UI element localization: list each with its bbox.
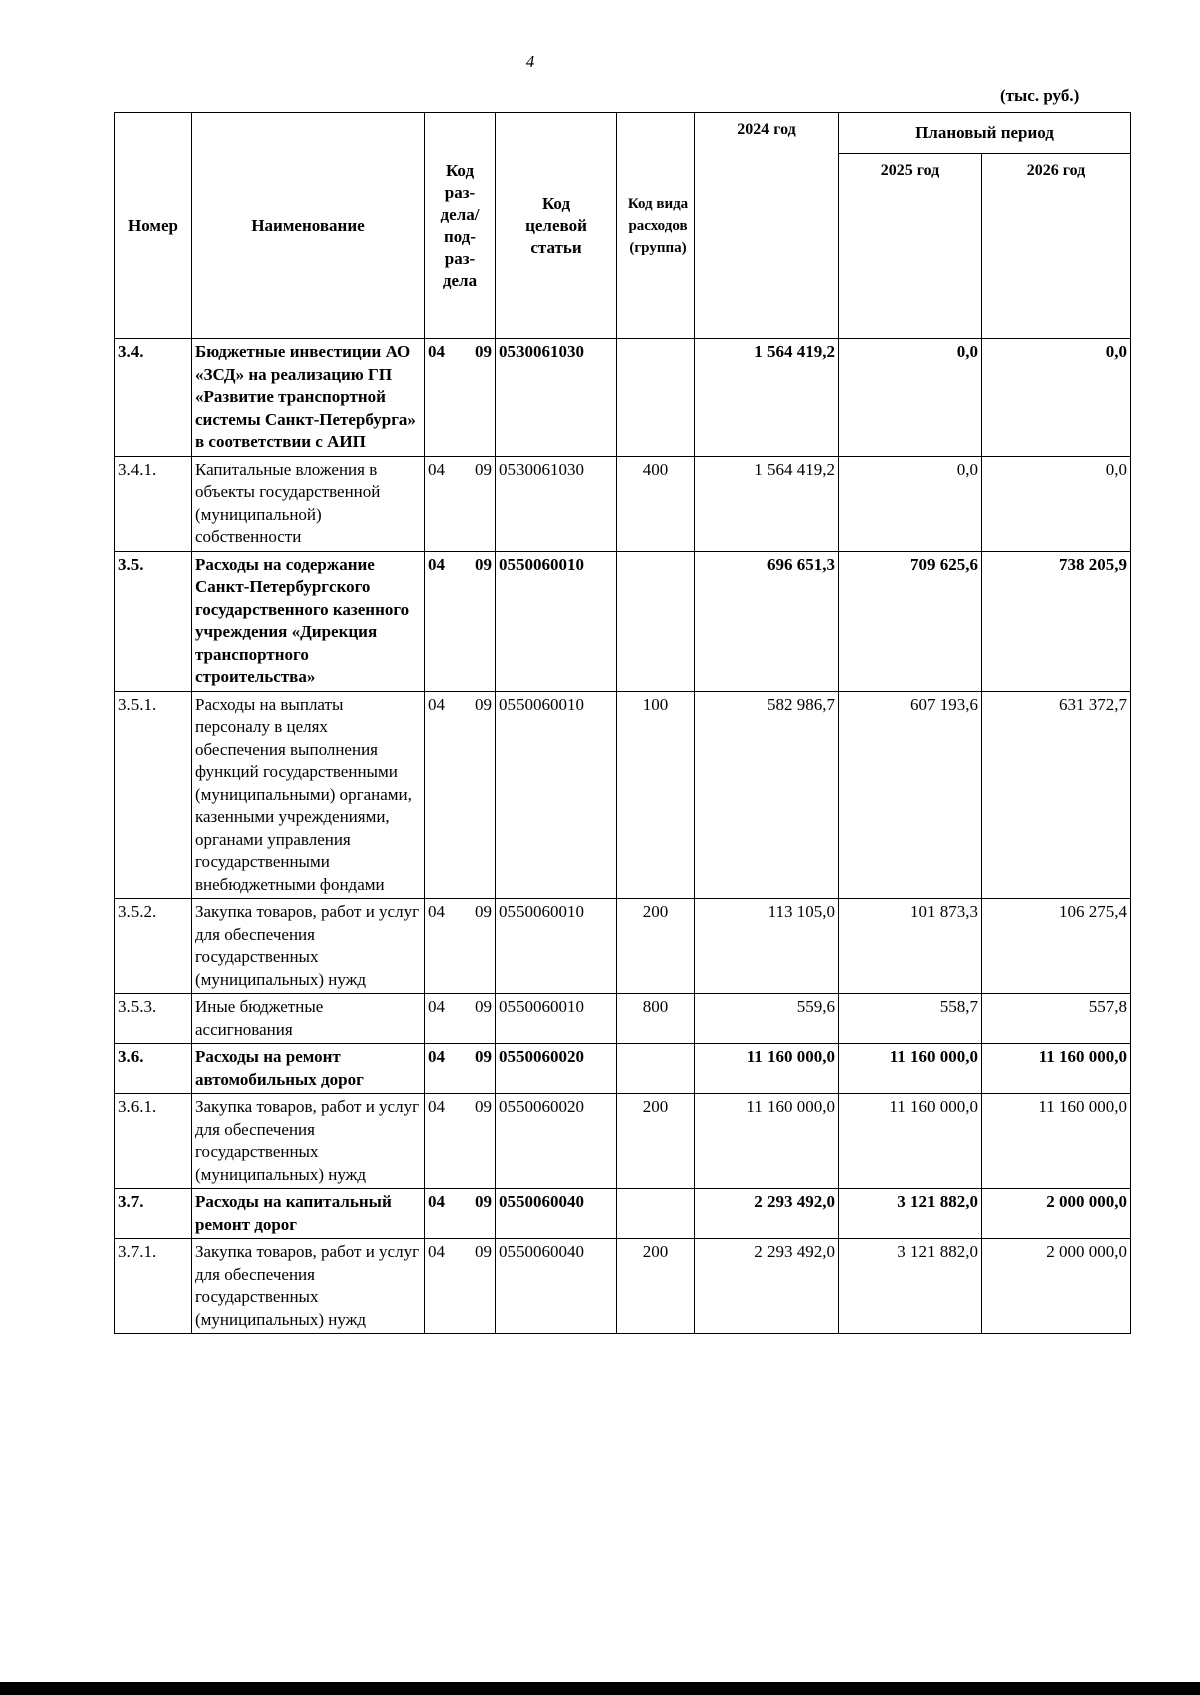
row-name: Расходы на капитальный ремонт дорог: [192, 1189, 425, 1239]
row-name: Расходы на выплаты персоналу в целях обеспечения выполнения функций государственными (муниципальными) органами, казенными учреждениями, органами управления государственными внебюджетными фондами: [192, 691, 425, 899]
row-value-2025: 11 160 000,0: [839, 1094, 982, 1189]
row-value-2024: 2 293 492,0: [695, 1239, 839, 1334]
page-number: 4: [525, 52, 535, 71]
row-expense-type: 200: [617, 1239, 695, 1334]
row-section-code: 04: [428, 902, 445, 921]
row-value-2026: 2 000 000,0: [982, 1189, 1131, 1239]
row-value-2024: 2 293 492,0: [695, 1189, 839, 1239]
row-target-code: 0550060020: [496, 1094, 617, 1189]
row-value-2024: 582 986,7: [695, 691, 839, 899]
row-value-2024: 1 564 419,2: [695, 339, 839, 457]
row-value-2026: 11 160 000,0: [982, 1094, 1131, 1189]
row-expense-type: 800: [617, 994, 695, 1044]
budget-table: [114, 112, 1131, 1334]
row-number: 3.5.: [115, 551, 192, 691]
header-name: Наименование: [192, 113, 425, 339]
row-subsection-code: 09: [475, 554, 492, 574]
row-section: [425, 994, 496, 1044]
row-section-code: 04: [428, 554, 445, 574]
row-target-code: 0530061030: [496, 456, 617, 551]
row-section: [425, 691, 496, 899]
table-row: [115, 551, 1131, 691]
row-expense-type: 200: [617, 1094, 695, 1189]
row-value-2025: 3 121 882,0: [839, 1239, 982, 1334]
row-value-2026: 106 275,4: [982, 899, 1131, 994]
row-subsection-code: 09: [475, 1242, 492, 1261]
row-name: Закупка товаров, работ и услуг для обеспечения государственных (муниципальных) нужд: [192, 1094, 425, 1189]
header-expense-type: Код вида расходов (группа): [617, 113, 695, 339]
row-section-code: 04: [428, 459, 445, 479]
row-section-code: 04: [428, 1192, 445, 1211]
header-number: Номер: [115, 113, 192, 339]
row-subsection-code: 09: [475, 902, 492, 921]
table-row: [115, 1189, 1131, 1239]
table-body: [115, 339, 1131, 1334]
row-expense-type: [617, 1044, 695, 1094]
row-number: 3.7.1.: [115, 1239, 192, 1334]
row-value-2025: 11 160 000,0: [839, 1044, 982, 1094]
row-value-2025: 101 873,3: [839, 899, 982, 994]
row-value-2025: 709 625,6: [839, 551, 982, 691]
table-row: [115, 1239, 1131, 1334]
row-value-2024: 559,6: [695, 994, 839, 1044]
row-value-2025: 3 121 882,0: [839, 1189, 982, 1239]
row-subsection-code: 09: [475, 459, 492, 479]
row-number: 3.5.1.: [115, 691, 192, 899]
row-section-code: 04: [428, 1097, 445, 1116]
header-year-2026: 2026 год: [982, 154, 1131, 339]
row-value-2025: 0,0: [839, 456, 982, 551]
row-subsection-code: 09: [475, 694, 492, 714]
row-expense-type: 400: [617, 456, 695, 551]
row-expense-type: 100: [617, 691, 695, 899]
row-section: [425, 1189, 496, 1239]
row-target-code: 0550060010: [496, 899, 617, 994]
row-number: 3.4.: [115, 339, 192, 457]
row-name: Иные бюджетные ассигнования: [192, 994, 425, 1044]
row-subsection-code: 09: [475, 1047, 492, 1066]
row-section: [425, 339, 496, 457]
row-value-2026: 557,8: [982, 994, 1131, 1044]
row-value-2025: 0,0: [839, 339, 982, 457]
table-row: [115, 1044, 1131, 1094]
row-number: 3.4.1.: [115, 456, 192, 551]
row-name: Бюджетные инвестиции АО «ЗСД» на реализацию ГП «Развитие транспортной системы Санкт-Петербурга» в соответствии с АИП: [192, 339, 425, 457]
row-section-code: 04: [428, 1242, 445, 1261]
row-target-code: 0550060010: [496, 994, 617, 1044]
row-number: 3.6.1.: [115, 1094, 192, 1189]
row-number: 3.6.: [115, 1044, 192, 1094]
header-year-2025: 2025 год: [839, 154, 982, 339]
row-section-code: 04: [428, 1047, 445, 1066]
row-name: Расходы на ремонт автомобильных дорог: [192, 1044, 425, 1094]
row-section: [425, 1239, 496, 1334]
row-value-2024: 113 105,0: [695, 899, 839, 994]
row-number: 3.5.3.: [115, 994, 192, 1044]
row-expense-type: 200: [617, 899, 695, 994]
row-name: Закупка товаров, работ и услуг для обеспечения государственных (муниципальных) нужд: [192, 1239, 425, 1334]
row-subsection-code: 09: [475, 1192, 492, 1211]
row-value-2026: 0,0: [982, 339, 1131, 457]
row-section-code: 04: [428, 694, 445, 714]
row-section: [425, 1044, 496, 1094]
header-planned-period: Плановый период: [839, 113, 1131, 154]
table-row: [115, 691, 1131, 899]
row-name: Расходы на содержание Санкт-Петербургского государственного казенного учреждения «Дирекция транспортного строительства»: [192, 551, 425, 691]
row-value-2026: 2 000 000,0: [982, 1239, 1131, 1334]
table-row: [115, 339, 1131, 457]
row-expense-type: [617, 1189, 695, 1239]
row-value-2024: 1 564 419,2: [695, 456, 839, 551]
row-section-code: 04: [428, 997, 445, 1016]
row-value-2026: 11 160 000,0: [982, 1044, 1131, 1094]
header-target-code: Код целевой статьи: [496, 113, 617, 339]
row-target-code: 0550060020: [496, 1044, 617, 1094]
scan-edge-bar: [0, 1682, 1200, 1695]
table-row: [115, 1094, 1131, 1189]
row-number: 3.5.2.: [115, 899, 192, 994]
row-value-2026: 738 205,9: [982, 551, 1131, 691]
row-target-code: 0550060010: [496, 691, 617, 899]
table-row: [115, 994, 1131, 1044]
row-target-code: 0550060040: [496, 1189, 617, 1239]
row-target-code: 0550060010: [496, 551, 617, 691]
row-expense-type: [617, 339, 695, 457]
row-number: 3.7.: [115, 1189, 192, 1239]
row-subsection-code: 09: [475, 997, 492, 1016]
row-section: [425, 899, 496, 994]
header-year-2024: 2024 год: [695, 113, 839, 339]
row-target-code: 0530061030: [496, 339, 617, 457]
row-subsection-code: 09: [475, 342, 492, 361]
units-label: (тыс. руб.): [1000, 86, 1080, 105]
row-section: [425, 1094, 496, 1189]
row-value-2025: 558,7: [839, 994, 982, 1044]
row-name: Капитальные вложения в объекты государственной (муниципальной) собственности: [192, 456, 425, 551]
row-section: [425, 456, 496, 551]
row-value-2026: 631 372,7: [982, 691, 1131, 899]
row-section-code: 04: [428, 342, 445, 361]
row-value-2024: 696 651,3: [695, 551, 839, 691]
table-row: [115, 899, 1131, 994]
row-value-2025: 607 193,6: [839, 691, 982, 899]
header-section-code: Код раз-дела/ под-раз-дела: [425, 113, 496, 339]
row-target-code: 0550060040: [496, 1239, 617, 1334]
row-value-2026: 0,0: [982, 456, 1131, 551]
row-section: [425, 551, 496, 691]
row-subsection-code: 09: [475, 1097, 492, 1116]
row-value-2024: 11 160 000,0: [695, 1044, 839, 1094]
row-expense-type: [617, 551, 695, 691]
row-value-2024: 11 160 000,0: [695, 1094, 839, 1189]
table-row: [115, 456, 1131, 551]
row-name: Закупка товаров, работ и услуг для обеспечения государственных (муниципальных) нужд: [192, 899, 425, 994]
